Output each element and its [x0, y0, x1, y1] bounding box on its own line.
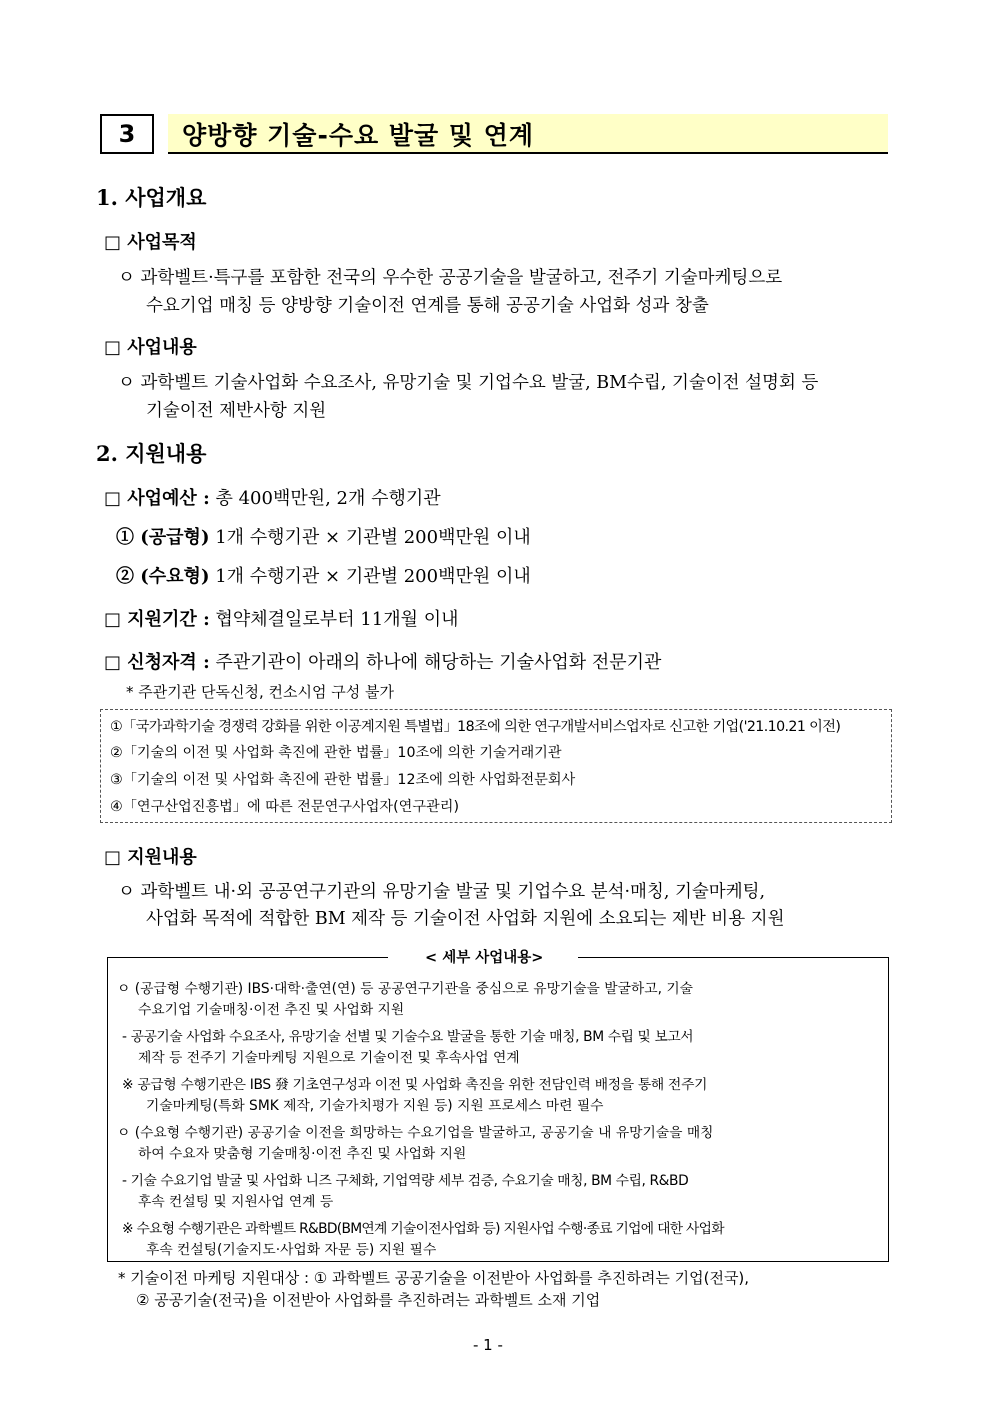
content-line-1: ㅇ 과학벨트 기술사업화 수요조사, 유망기술 및 기업수요 발굴, BM수립, 기술이전 설명회 등 — [118, 373, 819, 393]
detail-line-10: 후속 컨설팅 및 지원사업 연계 등 — [138, 1194, 334, 1210]
footnote-line-1: * 기술이전 마케팅 지원대상 : ① 과학벨트 공공기술을 이전받아 사업화를 추진하려는 기업(전국), — [118, 1269, 750, 1287]
eligibility-item-4: ④「연구산업진흥법」에 따른 전문연구사업자(연구관리) — [110, 799, 459, 815]
content-line-2: 기술이전 제반사항 지원 — [146, 401, 327, 421]
eligibility-item-2: ②「기술의 이전 및 사업화 촉진에 관한 법률」10조에 의한 기술거래기관 — [110, 745, 562, 761]
supply-row — [116, 523, 531, 549]
purpose-line-2: 수요기업 매칭 등 양방향 기술이전 연계를 통해 공공기술 사업화 성과 창출 — [146, 296, 709, 316]
detail-line-3: - 공공기술 사업화 수요조사, 유망기술 선별 및 기술수요 발굴을 통한 기술 매칭, BM 수립 및 보고서 — [122, 1029, 694, 1045]
qualification-text: 주관기관이 아래의 하나에 해당하는 기술사업화 전문기관 — [215, 652, 662, 673]
supply-label: ① (공급형) — [116, 527, 210, 548]
period-text: 협약체결일로부터 11개월 이내 — [215, 609, 459, 630]
aid-heading: □ 지원내용 — [104, 847, 197, 868]
eligibility-item-3: ③「기술의 이전 및 사업화 촉진에 관한 법률」12조에 의한 사업화전문회사 — [110, 772, 576, 788]
eligibility-item-1: ①「국가과학기술 경쟁력 강화를 위한 이공계지원 특별법」18조에 의한 연구개발서비스업자로 신고한 기업('21.10.21 이전) — [110, 719, 841, 735]
detail-line-12: 후속 컨설팅(기술지도·사업화 자문 등) 지원 필수 — [146, 1242, 437, 1258]
footnote-line-2: ② 공공기술(전국)을 이전받아 사업화를 추진하려는 과학벨트 소재 기업 — [136, 1291, 601, 1309]
detail-title: < 세부 사업내용> — [425, 950, 544, 966]
budget-text: 총 400백만원, 2개 수행기관 — [215, 488, 441, 509]
aid-line-1: ㅇ 과학벨트 내·외 공공연구기관의 유망기술 발굴 및 기업수요 분석·매칭, 기술마케팅, — [118, 882, 766, 902]
qualification-label: □ 신청자격 : — [104, 652, 210, 673]
qualification-note: * 주관기관 단독신청, 컨소시엄 구성 불가 — [126, 683, 394, 701]
demand-label: ② (수요형) — [116, 566, 210, 587]
section-number: 3 — [118, 120, 136, 148]
section-title: 양방향 기술-수요 발굴 및 연계 — [182, 121, 534, 150]
detail-line-1: ㅇ (공급형 수행기관) IBS·대학·출연(연) 등 공공연구기관을 중심으로 유망기술을 발굴하고, 기술 — [117, 981, 694, 997]
page-number: - 1 - — [473, 1336, 503, 1354]
qualification-row — [104, 648, 661, 674]
budget-row — [104, 484, 441, 510]
period-row — [104, 605, 459, 631]
aid-line-2: 사업화 목적에 적합한 BM 제작 등 기술이전 사업화 지원에 소요되는 제반 비용 지원 — [146, 909, 785, 929]
detail-line-2: 수요기업 기술매칭·이전 추진 및 사업화 지원 — [138, 1002, 405, 1018]
detail-line-4: 제작 등 전주기 기술마케팅 지원으로 기술이전 및 후속사업 연계 — [138, 1050, 520, 1066]
section-number-box — [100, 114, 154, 154]
detail-line-5: ※ 공급형 수행기관은 IBS 發 기초연구성과 이전 및 사업화 촉진을 위한 전담인력 배정을 통해 전주기 — [122, 1077, 708, 1093]
supply-text: 1개 수행기관 × 기관별 200백만원 이내 — [215, 527, 531, 548]
purpose-line-1: ㅇ 과학벨트·특구를 포함한 전국의 우수한 공공기술을 발굴하고, 전주기 기술마케팅으로 — [118, 268, 783, 288]
budget-label: □ 사업예산 : — [104, 488, 210, 509]
overview-heading: 1. 사업개요 — [96, 185, 207, 210]
purpose-heading: □ 사업목적 — [104, 232, 197, 253]
support-heading: 2. 지원내용 — [96, 441, 207, 466]
content-heading: □ 사업내용 — [104, 337, 197, 358]
detail-line-8: 하여 수요자 맞춤형 기술매칭·이전 추진 및 사업화 지원 — [138, 1146, 467, 1162]
detail-line-7: ㅇ (수요형 수행기관) 공공기술 이전을 희망하는 수요기업을 발굴하고, 공공기술 내 유망기술을 매칭 — [117, 1125, 714, 1141]
demand-text: 1개 수행기관 × 기관별 200백만원 이내 — [215, 566, 531, 587]
detail-line-9: - 기술 수요기업 발굴 및 사업화 니즈 구체화, 기업역량 세부 검증, 수요기술 매칭, BM 수립, R&BD — [122, 1173, 689, 1189]
detail-line-6: 기술마케팅(특화 SMK 제작, 기술가치평가 지원 등) 지원 프로세스 마련 필수 — [146, 1098, 604, 1114]
demand-row — [116, 562, 531, 588]
detail-line-11: ※ 수요형 수행기관은 과학벨트 R&BD(BM연계 기술이전사업화 등) 지원사업 수행·종료 기업에 대한 사업화 — [122, 1221, 724, 1237]
period-label: □ 지원기간 : — [104, 609, 210, 630]
